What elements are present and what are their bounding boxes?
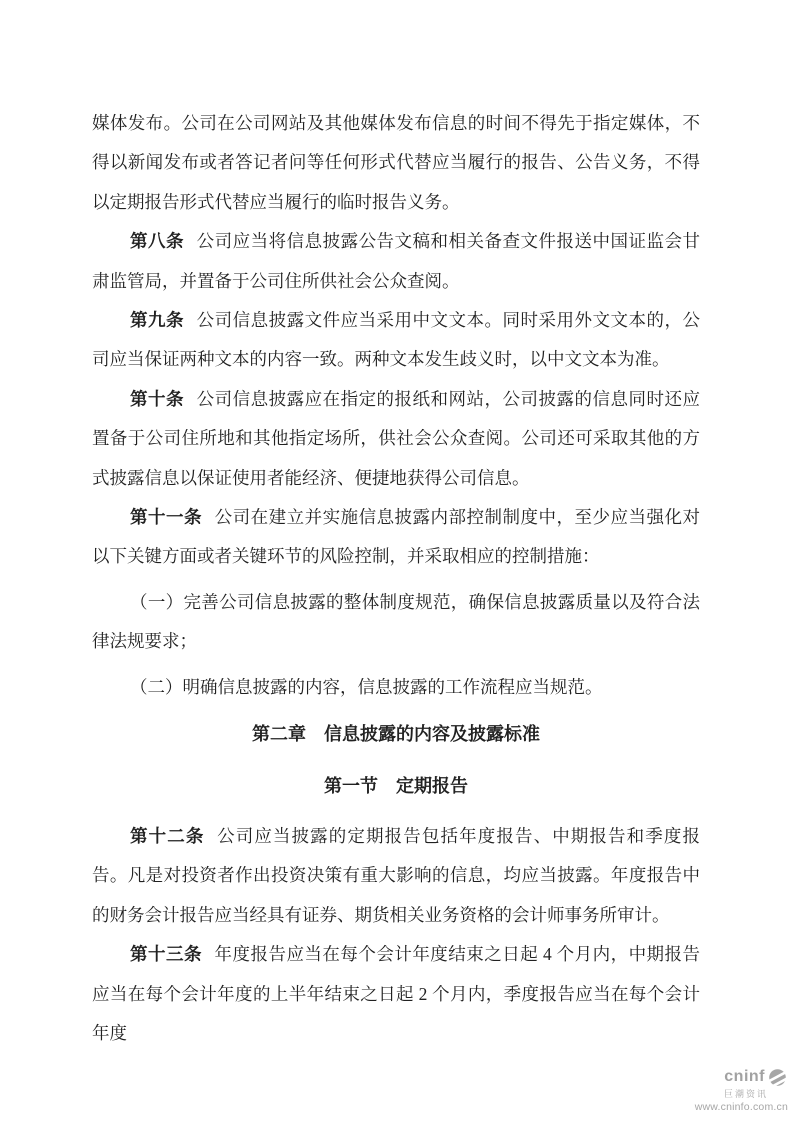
- article-10-label: 第十条: [130, 388, 184, 409]
- article-12: [92, 817, 700, 935]
- article-11-label: 第十一条: [130, 507, 202, 528]
- article-12-label: 第十二条: [130, 825, 205, 846]
- article-11-text: 公司在建立并实施信息披露内部控制制度中，至少应当强化对以下关键方面或者关键环节的风险控制，并采取相应的控制措施：: [92, 507, 701, 567]
- section-heading: 第一节 定期报告: [324, 775, 468, 796]
- paragraph-text: 媒体发布。公司在公司网站及其他媒体发布信息的时间不得先于指定媒体，不得以新闻发布或者答记者问等任何形式代替应当履行的报告、公告义务，不得以定期报告形式代替应当履行的临时报告义务。: [92, 113, 700, 212]
- chapter-heading: 第二章 信息披露的内容及披露标准: [252, 724, 540, 745]
- article-13-text: 年度报告应当在每个会计年度结束之日起 4 个月内，中期报告应当在每个会计年度的上半年结束之日起 2 个月内，季度报告应当在每个会计年度: [92, 944, 701, 1043]
- cninfo-url: www.cninfo.com.cn: [694, 1100, 788, 1113]
- article-13: [92, 935, 700, 1053]
- cninfo-brand-text: cninf: [724, 1068, 765, 1086]
- cninfo-chinese-name: 巨潮资讯: [723, 1088, 768, 1099]
- article-8-label: 第八条: [130, 231, 184, 252]
- article-9-text: 公司信息披露文件应当采用中文文本。同时采用外文文本的，公司应当保证两种文本的内容一致。两种文本发生歧义时，以中文文本为准。: [92, 310, 701, 370]
- paragraph-continuation: [92, 104, 700, 222]
- article-12-text: 公司应当披露的定期报告包括年度报告、中期报告和季度报告。凡是对投资者作出投资决策有重大影响的信息，均应当披露。年度报告中的财务会计报告应当经具有证券、期货相关业务资格的会计师事务所审计。: [92, 825, 701, 925]
- article-13-label: 第十三条: [130, 944, 202, 965]
- document-body: [92, 104, 700, 1053]
- article-10-text: 公司信息披露应在指定的报纸和网站，公司披露的信息同时还应置备于公司住所地和其他指定场所，供社会公众查阅。公司还可采取其他的方式披露信息以保证使用者能经济、便捷地获得公司信息。: [92, 388, 701, 488]
- article-9: [92, 301, 700, 380]
- article-8: [92, 222, 700, 301]
- list-item-2-text: （二）明确信息披露的内容，信息披露的工作流程应当规范。: [130, 676, 603, 697]
- cninfo-watermark: [695, 1067, 788, 1114]
- cninfo-logo: [695, 1067, 788, 1088]
- cninfo-swirl-icon: [767, 1067, 788, 1088]
- list-item-1-text: （一）完善公司信息披露的整体制度规范，确保信息披露质量以及符合法律法规要求；: [92, 591, 700, 652]
- article-10: [92, 380, 700, 498]
- article-8-text: 公司应当将信息披露公告文稿和相关备查文件报送中国证监会甘肃监管局，并置备于公司住所供社会公众查阅。: [92, 231, 701, 291]
- list-item-1: [92, 583, 700, 662]
- list-item-2: [92, 668, 700, 707]
- article-11: [92, 498, 700, 577]
- article-9-label: 第九条: [130, 310, 184, 331]
